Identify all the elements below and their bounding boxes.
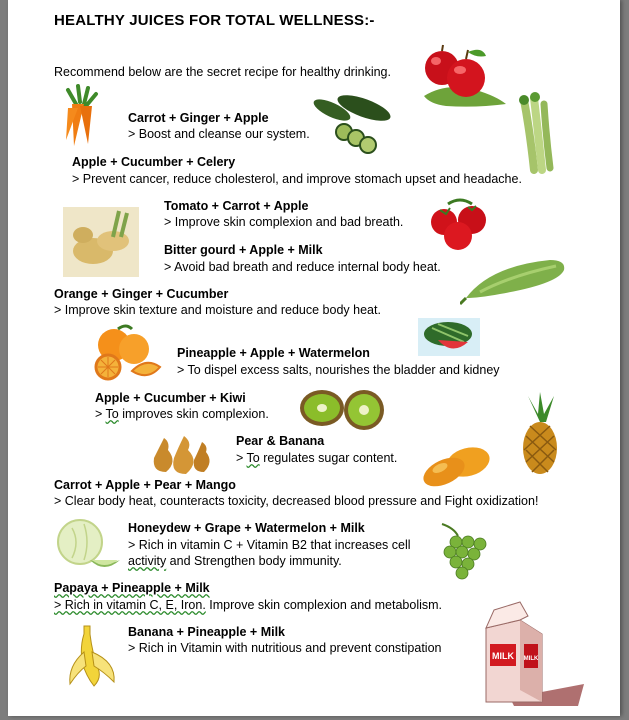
recipe-name: Apple + Cucumber + Kiwi <box>95 391 246 405</box>
recipe-name: Apple + Cucumber + Celery <box>72 155 236 169</box>
ginger-icon <box>63 207 139 277</box>
banana-icon <box>64 622 120 692</box>
carrots-icon <box>54 84 110 150</box>
recipe-desc: > Clear body heat, counteracts toxicity, decreased blood pressure and Fight oxidization! <box>54 494 539 508</box>
pineapple-icon <box>516 392 564 476</box>
celery-icon <box>510 92 560 174</box>
recipe-desc: > To dispel excess salts, nourishes the bladder and kidney <box>177 363 500 377</box>
apples-icon <box>416 42 508 110</box>
recipe-desc: > Rich in Vitamin with nutritious and prevent constipation <box>128 641 442 655</box>
tomatoes-icon <box>426 196 494 252</box>
recipe-name: Honeydew + Grape + Watermelon + Milk <box>128 521 365 535</box>
recipe-desc: > Avoid bad breath and reduce internal body heat. <box>164 260 441 274</box>
recipe-name: Carrot + Ginger + Apple <box>128 111 269 125</box>
recipe-desc-continued: activity and Strengthen body immunity. <box>128 554 342 568</box>
pears-icon <box>148 428 216 476</box>
recipe-desc: > Boost and cleanse our system. <box>128 127 310 141</box>
spellcheck-marked-text: To <box>246 451 260 465</box>
recipe-name: Pear & Banana <box>236 434 325 448</box>
milk-label-side: MILK <box>523 656 539 662</box>
watermelon-icon <box>418 318 480 356</box>
recipe-name: Tomato + Carrot + Apple <box>164 199 309 213</box>
recipe-name: Banana + Pineapple + Milk <box>128 625 286 639</box>
recipe-name: Carrot + Apple + Pear + Mango <box>54 478 236 492</box>
recipe-name: Orange + Ginger + Cucumber <box>54 287 229 301</box>
document-page <box>8 0 620 716</box>
recipe-name: Pineapple + Apple + Watermelon <box>177 346 370 360</box>
spellcheck-marked-text: To <box>105 407 119 421</box>
page-title: HEALTHY JUICES FOR TOTAL WELLNESS:- <box>54 12 375 29</box>
mangoes-icon <box>416 442 492 488</box>
intro-text: Recommend below are the secret recipe for healthy drinking. <box>54 65 391 79</box>
recipe-desc: > To regulates sugar content. <box>236 451 398 465</box>
recipe-desc: > Improve skin texture and moisture and reduce body heat. <box>54 303 381 317</box>
milk-carton-icon <box>480 598 586 708</box>
recipe-name: Papaya + Pineapple + Milk <box>54 581 210 595</box>
grapes-icon <box>434 522 490 580</box>
recipe-desc: > Rich in vitamin C, E, Iron. Improve skin complexion and metabolism. <box>54 598 443 612</box>
oranges-icon <box>92 323 164 381</box>
kiwi-icon <box>298 384 386 432</box>
recipe-desc: > Rich in vitamin C + Vitamin B2 that increases cell <box>128 538 411 552</box>
recipe-name: Bitter gourd + Apple + Milk <box>164 243 323 257</box>
spellcheck-marked-text: activity <box>128 554 167 568</box>
cucumber-icon <box>306 90 394 158</box>
milk-label-front: MILK <box>492 651 514 661</box>
recipe-desc: > Improve skin complexion and bad breath. <box>164 215 404 229</box>
honeydew-icon <box>54 516 122 576</box>
recipe-desc: > Prevent cancer, reduce cholesterol, and improve stomach upset and headache. <box>72 172 522 186</box>
recipe-desc: > To improves skin complexion. <box>95 407 269 421</box>
bitter-gourd-icon <box>460 254 568 306</box>
spellcheck-marked-text: > Rich in vitamin C, E, Iron. <box>54 598 206 612</box>
